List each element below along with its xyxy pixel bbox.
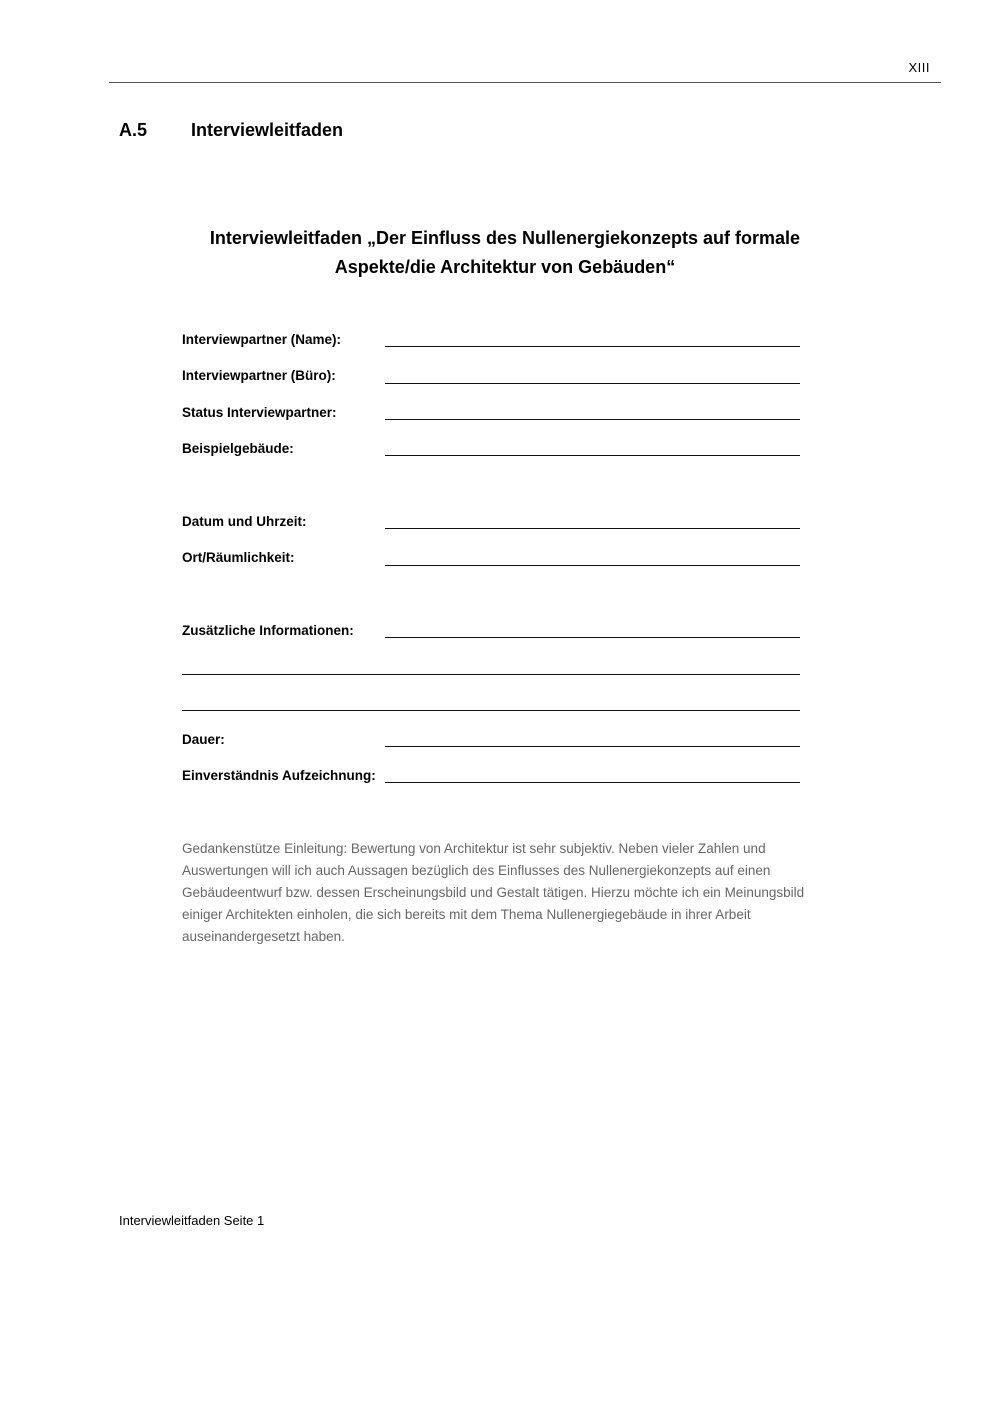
field-label-duration: Dauer: (182, 732, 225, 747)
section-number: A.5 (119, 120, 148, 140)
field-line-consent (385, 782, 800, 783)
field-line-example (385, 455, 800, 456)
form-title (150, 224, 860, 282)
field-label-consent: Einverständnis Aufzeichnung: (182, 768, 376, 783)
form-title-line-1: Interviewleitfaden „Der Einfluss des Nullenergiekonzepts auf formale (209, 228, 801, 248)
intro-paragraph: Gedankenstütze Einleitung: Bewertung von Architektur ist sehr subjektiv. Neben vieler Zahlen und Auswertungen will ich auch Aussagen bezüglich des Einflusses des Nullenergiekonzepts auf einen Gebäudeentwurf bzw. dessen Erscheinungsbild und Gestalt tätigen. Hierzu möchte ich ein Meinungsbild einiger Architekten einholen, die sich bereits mit dem Thema Nullenergiegebäude in ihrer Arbeit auseinandergesetzt haben. (182, 841, 805, 944)
field-label-status: Status Interviewpartner: (182, 405, 337, 420)
form-title-line-2: Aspekte/die Architektur von Gebäuden“ (334, 257, 676, 277)
footer-text: Interviewleitfaden Seite 1 (119, 1213, 265, 1228)
section-heading (119, 120, 343, 141)
field-label-additional: Zusätzliche Informationen: (182, 623, 354, 638)
field-line-office (385, 383, 800, 384)
field-line-name (385, 346, 800, 347)
field-line-date (385, 528, 800, 529)
field-label-location: Ort/Räumlichkeit: (182, 550, 295, 565)
section-title: Interviewleitfaden (191, 120, 344, 140)
field-label-office: Interviewpartner (Büro): (182, 368, 336, 383)
field-label-name: Interviewpartner (Name): (182, 332, 342, 347)
page-number: XIII (908, 60, 930, 75)
field-line-additional-2 (182, 674, 800, 675)
field-label-example: Beispielgebäude: (182, 441, 294, 456)
field-line-status (385, 419, 800, 420)
field-line-additional-3 (182, 710, 800, 711)
field-label-date: Datum und Uhrzeit: (182, 514, 307, 529)
field-line-duration (385, 746, 800, 747)
field-line-additional (385, 637, 800, 638)
field-line-location (385, 565, 800, 566)
header-rule (109, 82, 941, 83)
